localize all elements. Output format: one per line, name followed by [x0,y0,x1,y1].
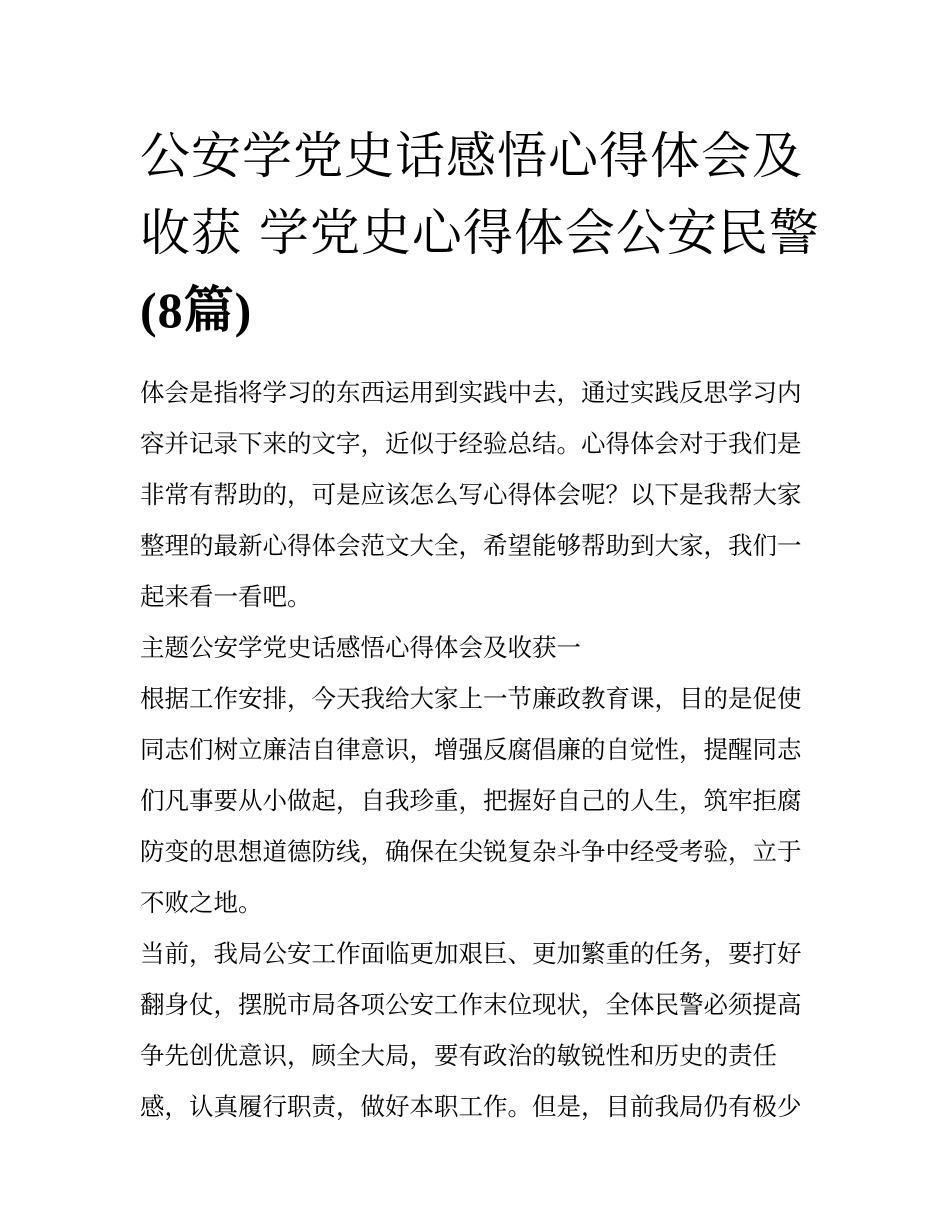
text-line: 翻身仗，摆脱市局各项公安工作末位现状，全体民警必须提高 [140,990,802,1019]
title-line-3: (8篇) [140,282,253,338]
text-line: 容并记录下来的文字，近似于经验总结。心得体会对于我们是 [140,429,802,458]
text-line: 争先创优意识，顾全大局，要有政治的敏锐性和历史的责任 [140,1041,777,1070]
text-line: 根据工作安排，今天我给大家上一节廉政教育课，目的是促使 [140,684,802,713]
text-line: 主题公安学党史话感悟心得体会及收获一 [140,633,581,662]
section-heading [140,622,820,673]
text-line: 防变的思想道德防线，确保在尖锐复杂斗争中经受考验，立于 [140,837,802,866]
text-line: 整理的最新心得体会范文大全，希望能够帮助到大家，我们一 [140,531,802,560]
intro-paragraph [140,367,820,622]
title-line-1: 公安学党史话感悟心得体会及 [140,127,803,185]
text-line: 非常有帮助的，可是应该怎么写心得体会呢？以下是我帮大家 [140,480,802,509]
text-line: 们凡事要从小做起，自我珍重，把握好自己的人生，筑牢拒腐 [140,786,802,815]
body-paragraph-2 [140,928,820,1132]
text-line: 同志们树立廉洁自律意识，增强反腐倡廉的自觉性，提醒同志 [140,735,802,764]
document-title [140,118,820,349]
text-line: 起来看一看吧。 [140,582,312,611]
document-page [140,118,820,1132]
body-paragraph-1 [140,673,820,928]
document-body [140,367,820,1132]
text-line: 不败之地。 [140,888,263,917]
text-line: 感，认真履行职责，做好本职工作。但是，目前我局仍有极少 [140,1092,802,1121]
text-line: 当前，我局公安工作面临更加艰巨、更加繁重的任务，要打好 [140,939,802,968]
title-line-2: 收获 学党史心得体会公安民警 [140,204,820,262]
text-line: 体会是指将学习的东西运用到实践中去，通过实践反思学习内 [140,378,802,407]
